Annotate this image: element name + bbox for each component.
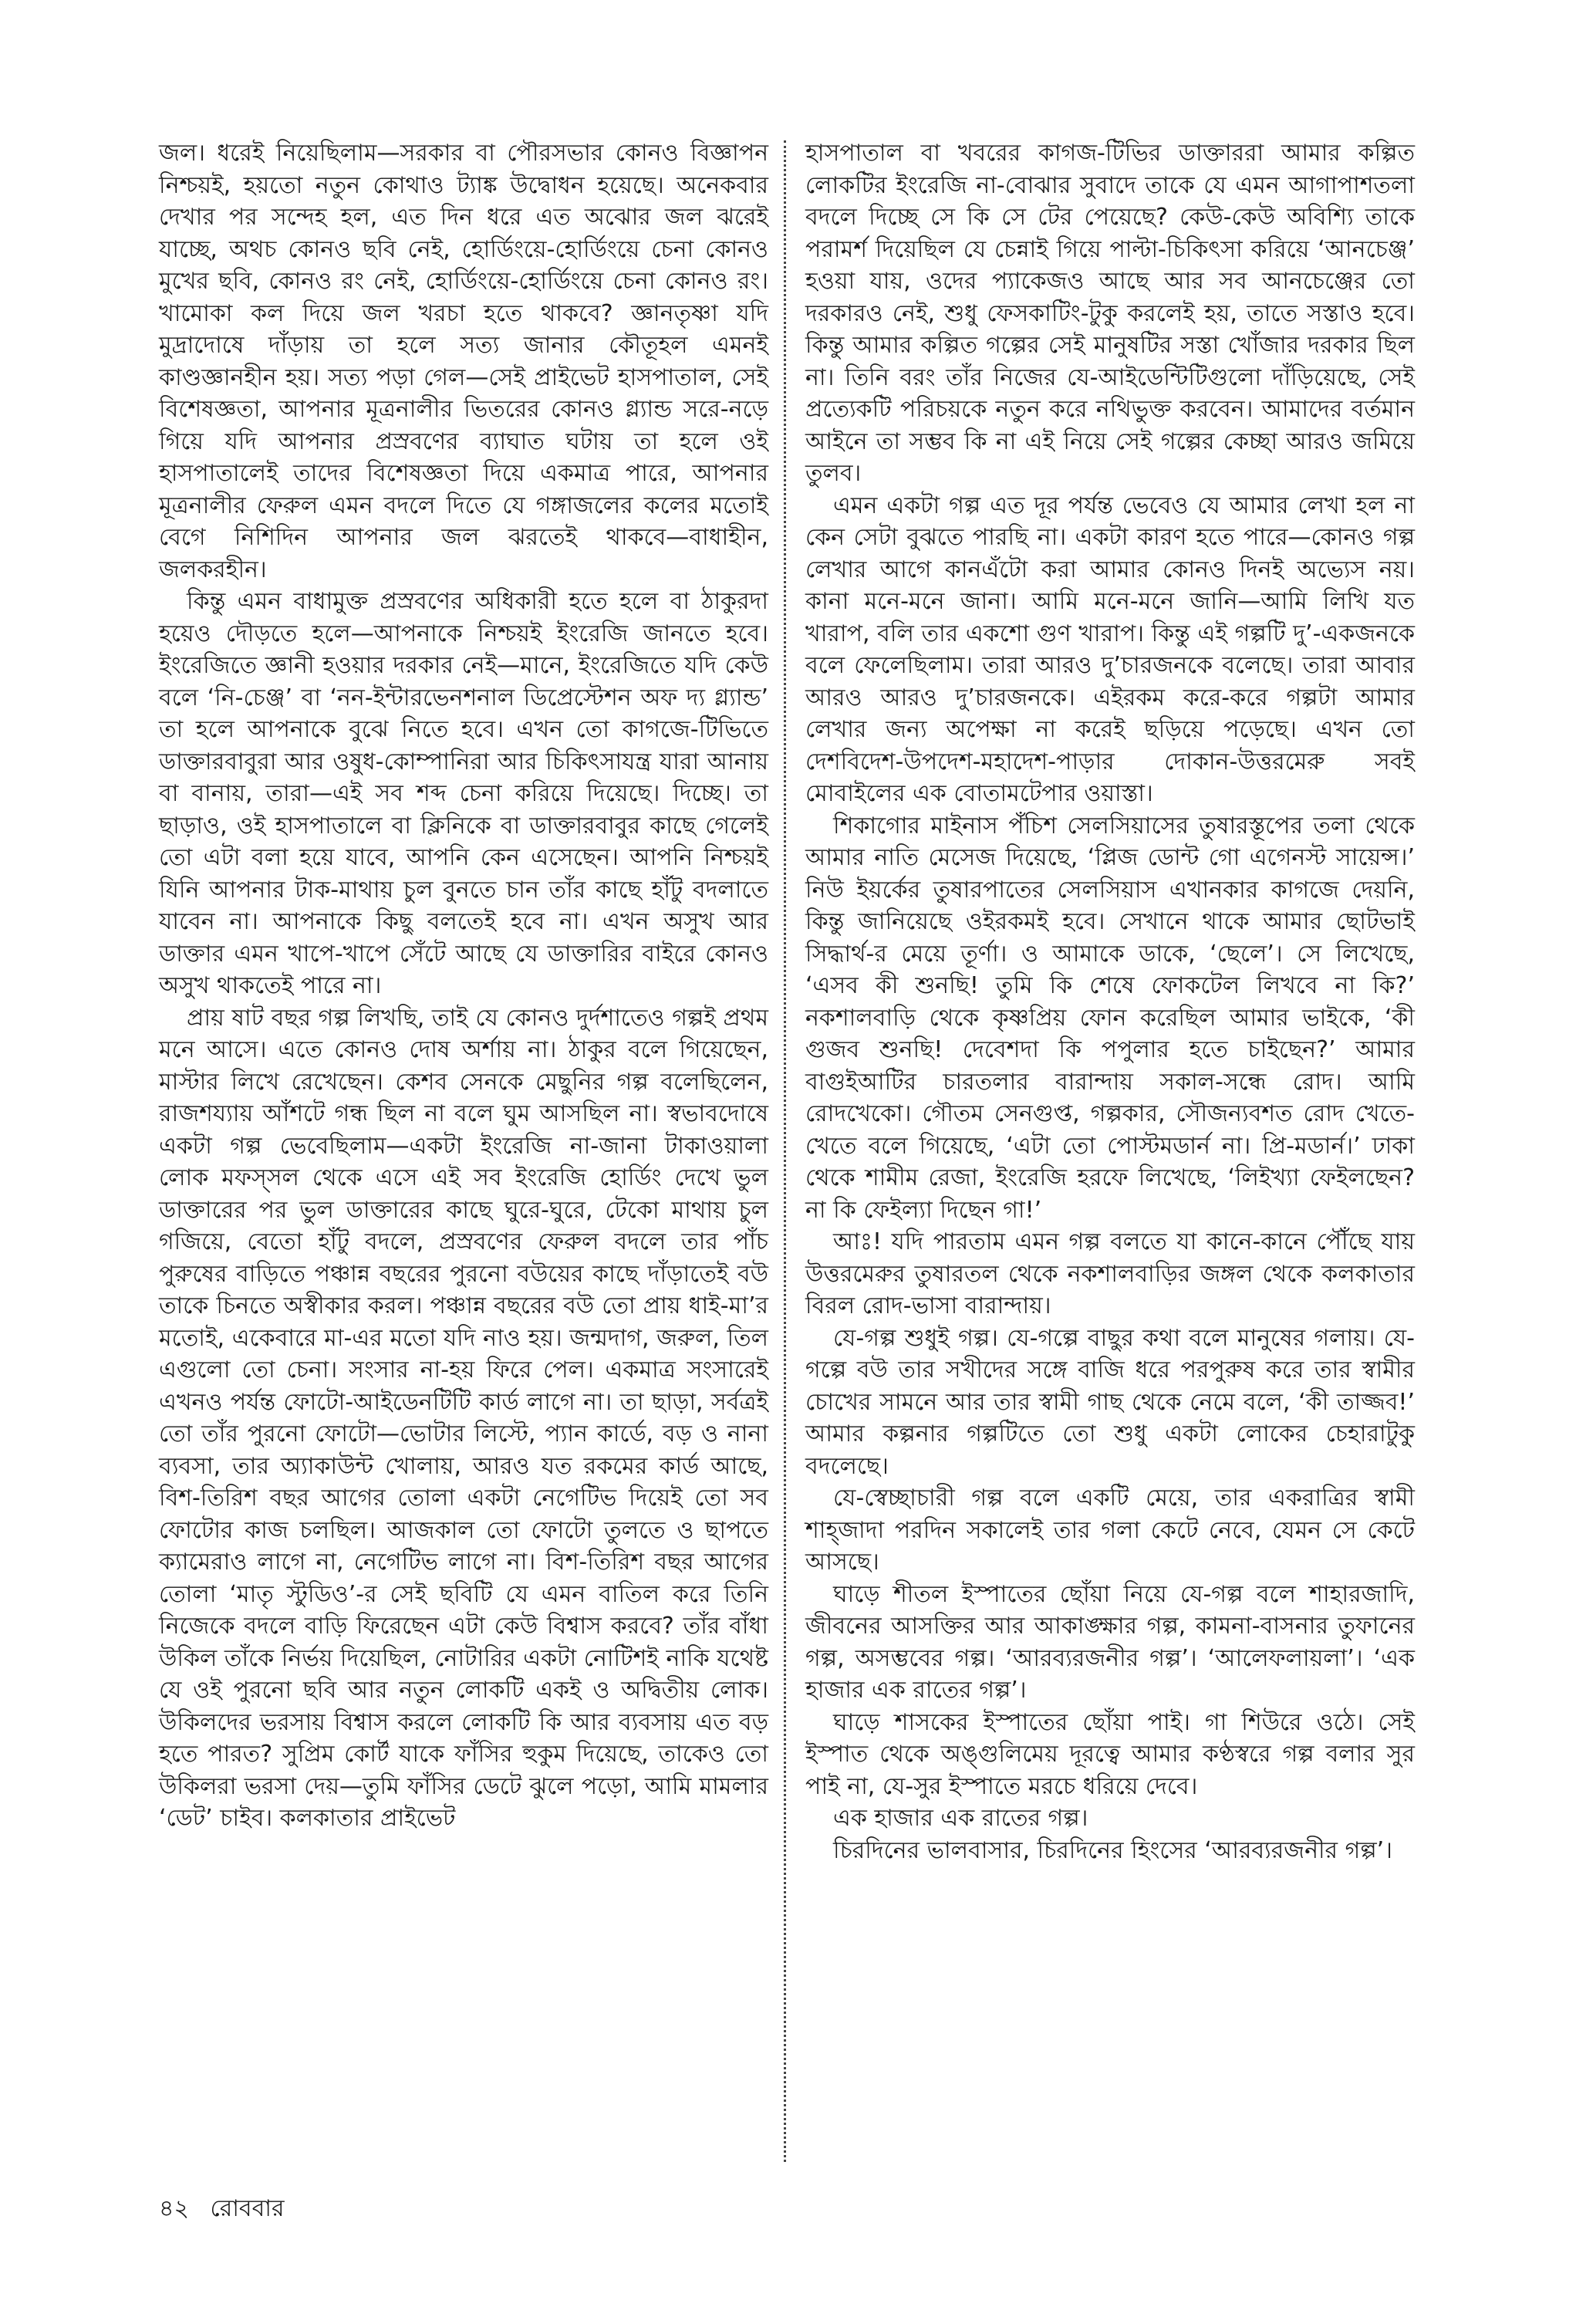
page-number: ৪২ bbox=[159, 2195, 189, 2222]
paragraph: হাসপাতাল বা খবরের কাগজ-টিভির ডাক্তাররা আমার কল্পিত লোকটির ইংরেজি না-বোঝার সুবাদে তাকে যে এমন আগাপাশতলা বদলে দিচ্ছে সে কি সে টের পেয়েছে? কেউ-কেউ অবিশ্যি তাকে পরামর্শ দিয়েছিল যে চেন্নাই গিয়ে পাল্টা-চিকিৎসা করিয়ে ‘আনচেঞ্জ’ হওয়া যায়, ওদের প্যাকেজও আছে আর সব আনচেঞ্জের তো দরকারও নেই, শুধু ফেসকাটিং-টুকু করলেই হয়, তাতে সস্তাও হবে। কিন্তু আমার কল্পিত গল্পের সেই মানুষটির সস্তা খোঁজার দরকার ছিল না। তিনি বরং তাঁর নিজের যে-আইডেন্টিটিগুলো দাঁড়িয়েছে, সেই প্রত্যেকটি পরিচয়কে নতুন করে নথিভুক্ত করবেন। আমাদের বর্তমান আইনে তা সম্ভব কি না এই নিয়ে সেই গল্পের কেচ্ছা আরও জমিয়ে তুলব। bbox=[805, 140, 1415, 487]
paragraph: প্রায় ষাট বছর গল্প লিখছি, তাই যে কোনও দুর্দশাতেও গল্পই প্রথম মনে আসে। এতে কোনও দোষ অর্শায় না। ঠাকুর বলে গিয়েছেন, মাস্টার লিখে রেখেছেন। কেশব সেনকে মেছুনির গল্প বলেছিলেন, রাজশয্যায় আঁশটে গন্ধ ছিল না বলে ঘুম আসছিল না। স্বভাবদোষে একটা গল্প ভেবেছিলাম—একটা ইংরেজি না-জানা টাকাওয়ালা লোক মফস্সল থেকে এসে এই সব ইংরেজি হোর্ডিং দেখে ভুল ডাক্তারের পর ভুল ডাক্তারের কাছে ঘুরে-ঘুরে, টেকো মাথায় চুল গজিয়ে, বেতো হাঁটু বদলে, প্রস্রবণের ফেরুল বদলে তার পাঁচ পুরুষের বাড়িতে পঞ্চান্ন বছরের পুরনো বউয়ের কাছে দাঁড়াতেই বউ তাকে চিনতে অস্বীকার করল। পঞ্চান্ন বছরের বউ তো প্রায় ধাই-মা’র মতোই, একেবারে মা-এর মতো যদি নাও হয়। জন্মদাগ, জরুল, তিল এগুলো তো চেনা। সংসার না-হয় ফিরে পেল। একমাত্র সংসারেই এখনও পর্যন্ত ফোটো-আইডেনটিটি কার্ড লাগে না। তা ছাড়া, সর্বত্রই তো তাঁর পুরনো ফোটো—ভোটার লিস্টে, প্যান কার্ডে, বড় ও নানা ব্যবসা, তার অ্যাকাউন্ট খোলায়, আরও যত রকমের কার্ড আছে, বিশ-তিরিশ বছর আগের তোলা একটা নেগেটিভ দিয়েই তো সব ফোটোর কাজ চলছিল। আজকাল তো ফোটো তুলতে ও ছাপতে ক্যামেরাও লাগে না, নেগেটিভ লাগে না। বিশ-তিরিশ বছর আগের তোলা ‘মাতৃ স্টুডিও’-র সেই ছবিটি যে এমন বাতিল করে তিনি নিজেকে বদলে বাড়ি ফিরেছেন এটা কেউ বিশ্বাস করবে? তাঁর বাঁধা উকিল তাঁকে নির্ভয় দিয়েছিল, নোটারির একটা নোটিশই নাকি যথেষ্ট যে ওই পুরনো ছবি আর নতুন লোকটি একই ও অদ্বিতীয় লোক। উকিলদের ভরসায় বিশ্বাস করলে লোকটি কি আর ব্যবসায় এত বড় হতে পারত? সুপ্রিম কোর্ট যাকে ফাঁসির হুকুম দিয়েছে, তাকেও তো উকিলরা ভরসা দেয়—তুমি ফাঁসির ডেটে ঝুলে পড়ো, আমি মামলার ‘ডেট’ চাইব। কলকাতার প্রাইভেট bbox=[159, 1004, 768, 1832]
paragraph: ঘাড়ে শীতল ইস্পাতের ছোঁয়া নিয়ে যে-গল্প বলে শাহারজাদি, জীবনের আসক্তির আর আকাঙ্ক্ষার গল্প, কামনা-বাসনার তুফানের গল্প, অসম্ভবের গল্প। ‘আরব্যরজনীর গল্প’। ‘আলেফলায়লা’। ‘এক হাজার এক রাতের গল্প’। bbox=[805, 1580, 1415, 1704]
paragraph: চিরদিনের ভালবাসার, চিরদিনের হিংসের ‘আরব্যরজনীর গল্প’। bbox=[833, 1836, 1392, 1864]
page-footer bbox=[159, 2190, 285, 2229]
paragraph: কিন্তু এমন বাধামুক্ত প্রস্রবণের অধিকারী হতে হলে বা ঠাকুরদা হয়েও দৌড়তে হলে—আপনাকে নিশ্চয়ই ইংরেজি জানতে হবে। ইংরেজিতে জ্ঞানী হওয়ার দরকার নেই—মানে, ইংরেজিতে যদি কেউ বলে ‘নি-চেঞ্জ’ বা ‘নন-ইন্টারভেনশনাল ডিপ্রেস্টেশন অফ দ্য গ্ল্যান্ড’ তা হলে আপনাকে বুঝে নিতে হবে। এখন তো কাগজে-টিভিতে ডাক্তারবাবুরা আর ওষুধ-কোম্পানিরা আর চিকিৎসাযন্ত্র যারা আনায় বা বানায়, তারা—এই সব শব্দ চেনা করিয়ে দিয়েছে। দিচ্ছে। তা ছাড়াও, ওই হাসপাতালে বা ক্লিনিকে বা ডাক্তারবাবুর কাছে গেলেই তো এটা বলা হয়ে যাবে, আপনি কেন এসেছেন। আপনি নিশ্চয়ই যিনি আপনার টাক-মাথায় চুল বুনতে চান তাঁর কাছে হাঁটু বদলাতে যাবেন না। আপনাকে কিছু বলতেই হবে না। এখন অসুখ আর ডাক্তার এমন খাপে-খাপে সেঁটে আছে যে ডাক্তারির বাইরে কোনও অসুখ থাকতেই পারে না। bbox=[159, 588, 768, 999]
paragraph: এমন একটা গল্প এত দূর পর্যন্ত ভেবেও যে আমার লেখা হল না কেন সেটা বুঝতে পারছি না। একটা কারণ হতে পারে—কোনও গল্প লেখার আগে কানএঁটো করা আমার কোনও দিনই অভ্যেস নয়। কানা মনে-মনে জানা। আমি মনে-মনে জানি—আমি লিখি যত খারাপ, বলি তার একশো গুণ খারাপ। কিন্তু এই গল্পটি দু’-একজনকে বলে ফেলেছিলাম। তারা আরও দু’চারজনকে বলেছে। তারা আবার আরও আরও দু’চারজনকে। এইরকম করে-করে গল্পটা আমার লেখার জন্য অপেক্ষা না করেই ছড়িয়ে পড়েছে। এখন তো দেশবিদেশ-উপদেশ-মহাদেশ-পাড়ার দোকান-উত্তরমেরু সবই মোবাইলের এক বোতামটেপার ওয়াস্তা। bbox=[805, 491, 1415, 807]
left-column bbox=[159, 137, 768, 1835]
right-column bbox=[805, 137, 1415, 1866]
column-divider bbox=[784, 140, 786, 2162]
paragraph: জল। ধরেই নিয়েছিলাম—সরকার বা পৌরসভার কোনও বিজ্ঞাপন নিশ্চয়ই, হয়তো নতুন কোথাও ট্যাঙ্ক উদ্বোধন হয়েছে। অনেকবার দেখার পর সন্দেহ হল, এত দিন ধরে এত অঝোর জল ঝরেই যাচ্ছে, অথচ কোনও ছবি নেই, হোর্ডিংয়ে-হোর্ডিংয়ে চেনা কোনও মুখের ছবি, কোনও রং নেই, হোর্ডিংয়ে-হোর্ডিংয়ে চেনা কোনও রং। খামোকা কল দিয়ে জল খরচা হতে থাকবে? জ্ঞানতৃষ্ণা যদি মুদ্রাদোষে দাঁড়ায় তা হলে সত্য জানার কৌতূহল এমনই কাণ্ডজ্ঞানহীন হয়। সত্য পড়া গেল—সেই প্রাইভেট হাসপাতাল, সেই বিশেষজ্ঞতা, আপনার মূত্রনালীর ভিতরের কোনও গ্ল্যান্ড সরে-নড়ে গিয়ে যদি আপনার প্রস্রবণের ব্যাঘাত ঘটায় তা হলে ওই হাসপাতালেই তাদের বিশেষজ্ঞতা দিয়ে একমাত্র পারে, আপনার মূত্রনালীর ফেরুল এমন বদলে দিতে যে গঙ্গাজলের কলের মতোই বেগে নিশিদিন আপনার জল ঝরতেই থাকবে—বাধাহীন, জলকরহীন। bbox=[159, 140, 768, 583]
paragraph: যে-স্বেচ্ছাচারী গল্প বলে একটি মেয়ে, তার একরাত্রির স্বামী শাহ্‌জাদা পরদিন সকালেই তার গলা কেটে নেবে, যেমন সে কেটে আসছে। bbox=[805, 1485, 1415, 1576]
paragraph: ঘাড়ে শাসকের ইস্পাতের ছোঁয়া পাই। গা শিউরে ওঠে। সেই ইস্পাত থেকে অঙ্গুলিমেয় দূরত্বে আমার কণ্ঠস্বরে গল্প বলার সুর পাই না, যে-সুর ইস্পাতে মরচে ধরিয়ে দেবে। bbox=[805, 1708, 1415, 1800]
paragraph: এক হাজার এক রাতের গল্প। bbox=[833, 1805, 1088, 1832]
paragraph: আঃ! যদি পারতাম এমন গল্প বলতে যা কানে-কানে পৌঁছে যায় উত্তরমেরুর তুষারতল থেকে নকশালবাড়ির জঙ্গল থেকে কলকাতার বিরল রোদ-ভাসা বারান্দায়। bbox=[805, 1228, 1415, 1319]
paragraph: যে-গল্প শুধুই গল্প। যে-গল্পে বাছুর কথা বলে মানুষের গলায়। যে-গল্পে বউ তার সখীদের সঙ্গে বাজি ধরে পরপুরুষ করে তার স্বামীর চোখের সামনে আর তার স্বামী গাছ থেকে নেমে বলে, ‘কী তাজ্জব!’ আমার কল্পনার গল্পটিতে তো শুধু একটা লোকের চেহারাটুকু বদলেছে। bbox=[805, 1324, 1415, 1480]
magazine-name: রোববার bbox=[210, 2195, 285, 2222]
paragraph: শিকাগোর মাইনাস পঁচিশ সেলসিয়াসের তুষারস্তূপের তলা থেকে আমার নাতি মেসেজ দিয়েছে, ‘প্লিজ ডোন্ট গো এগেনস্ট সায়েন্স।’ নিউ ইয়র্কের তুষারপাতের সেলসিয়াস এখানকার কাগজে দেয়নি, কিন্তু জানিয়েছে ওইরকমই হবে। সেখানে থাকে আমার ছোটভাই সিদ্ধার্থ-র মেয়ে তূর্ণা। ও আমাকে ডাকে, ‘ছেলে’। সে লিখেছে, ‘এসব কী শুনছি! তুমি কি শেষে ফোকটেল লিখবে না কি?’ নকশালবাড়ি থেকে কৃষ্ণপ্রিয় ফোন করেছিল আমার ভাইকে, ‘কী গুজব শুনছি! দেবেশদা কি পপুলার হতে চাইছেন?’ আমার বাগুইআটির চারতলার বারান্দায় সকাল-সন্ধে রোদ। আমি রোদখেকো। গৌতম সেনগুপ্ত, গল্পকার, সৌজন্যবশত রোদ খেতে-খেতে বলে গিয়েছে, ‘এটা তো পোস্টমডার্ন না। প্রি-মডার্ন।’ ঢাকা থেকে শামীম রেজা, ইংরেজি হরফে লিখেছে, ‘লিইখ্যা ফেইলছেন? না কি ফেইল্যা দিছেন গা!’ bbox=[805, 812, 1415, 1224]
